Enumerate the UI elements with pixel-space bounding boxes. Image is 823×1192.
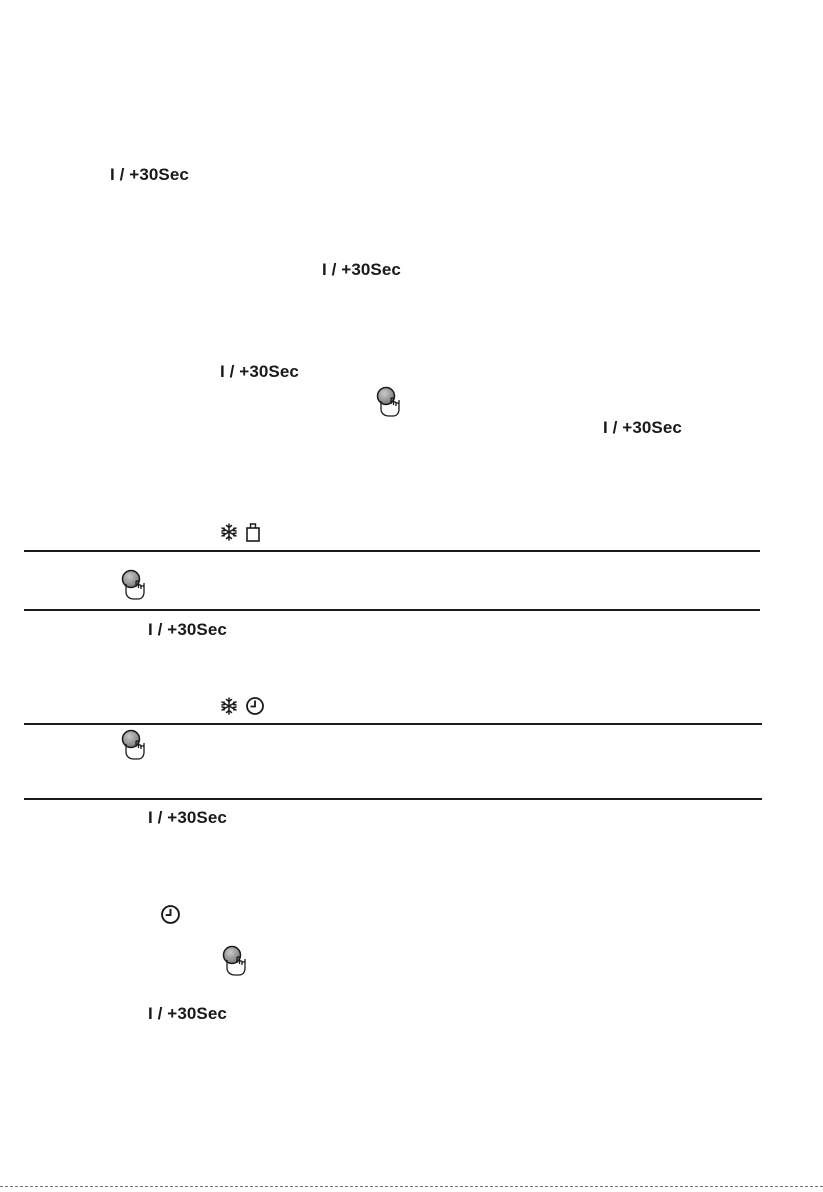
snowflake-icon [220,523,238,541]
weight-icon [246,522,261,543]
table-rule [24,798,762,800]
page-edge [0,1186,823,1187]
knob-icon [375,385,403,419]
table-rule [24,609,760,611]
table-rule [24,723,762,725]
table-rule [24,550,760,552]
start-button-label: I / +30Sec [110,165,189,184]
snowflake-icon [220,697,238,715]
knob-icon [221,944,249,978]
knob-icon [120,728,148,762]
start-button-label: I / +30Sec [322,260,401,279]
clock-icon [246,697,264,715]
start-button-label: I / +30Sec [220,362,299,381]
knob-icon [120,568,148,602]
clock-icon [161,905,180,924]
start-button-label: I / +30Sec [148,1004,227,1023]
start-button-label: I / +30Sec [603,418,682,437]
start-button-label: I / +30Sec [148,620,227,639]
start-button-label: I / +30Sec [148,808,227,827]
